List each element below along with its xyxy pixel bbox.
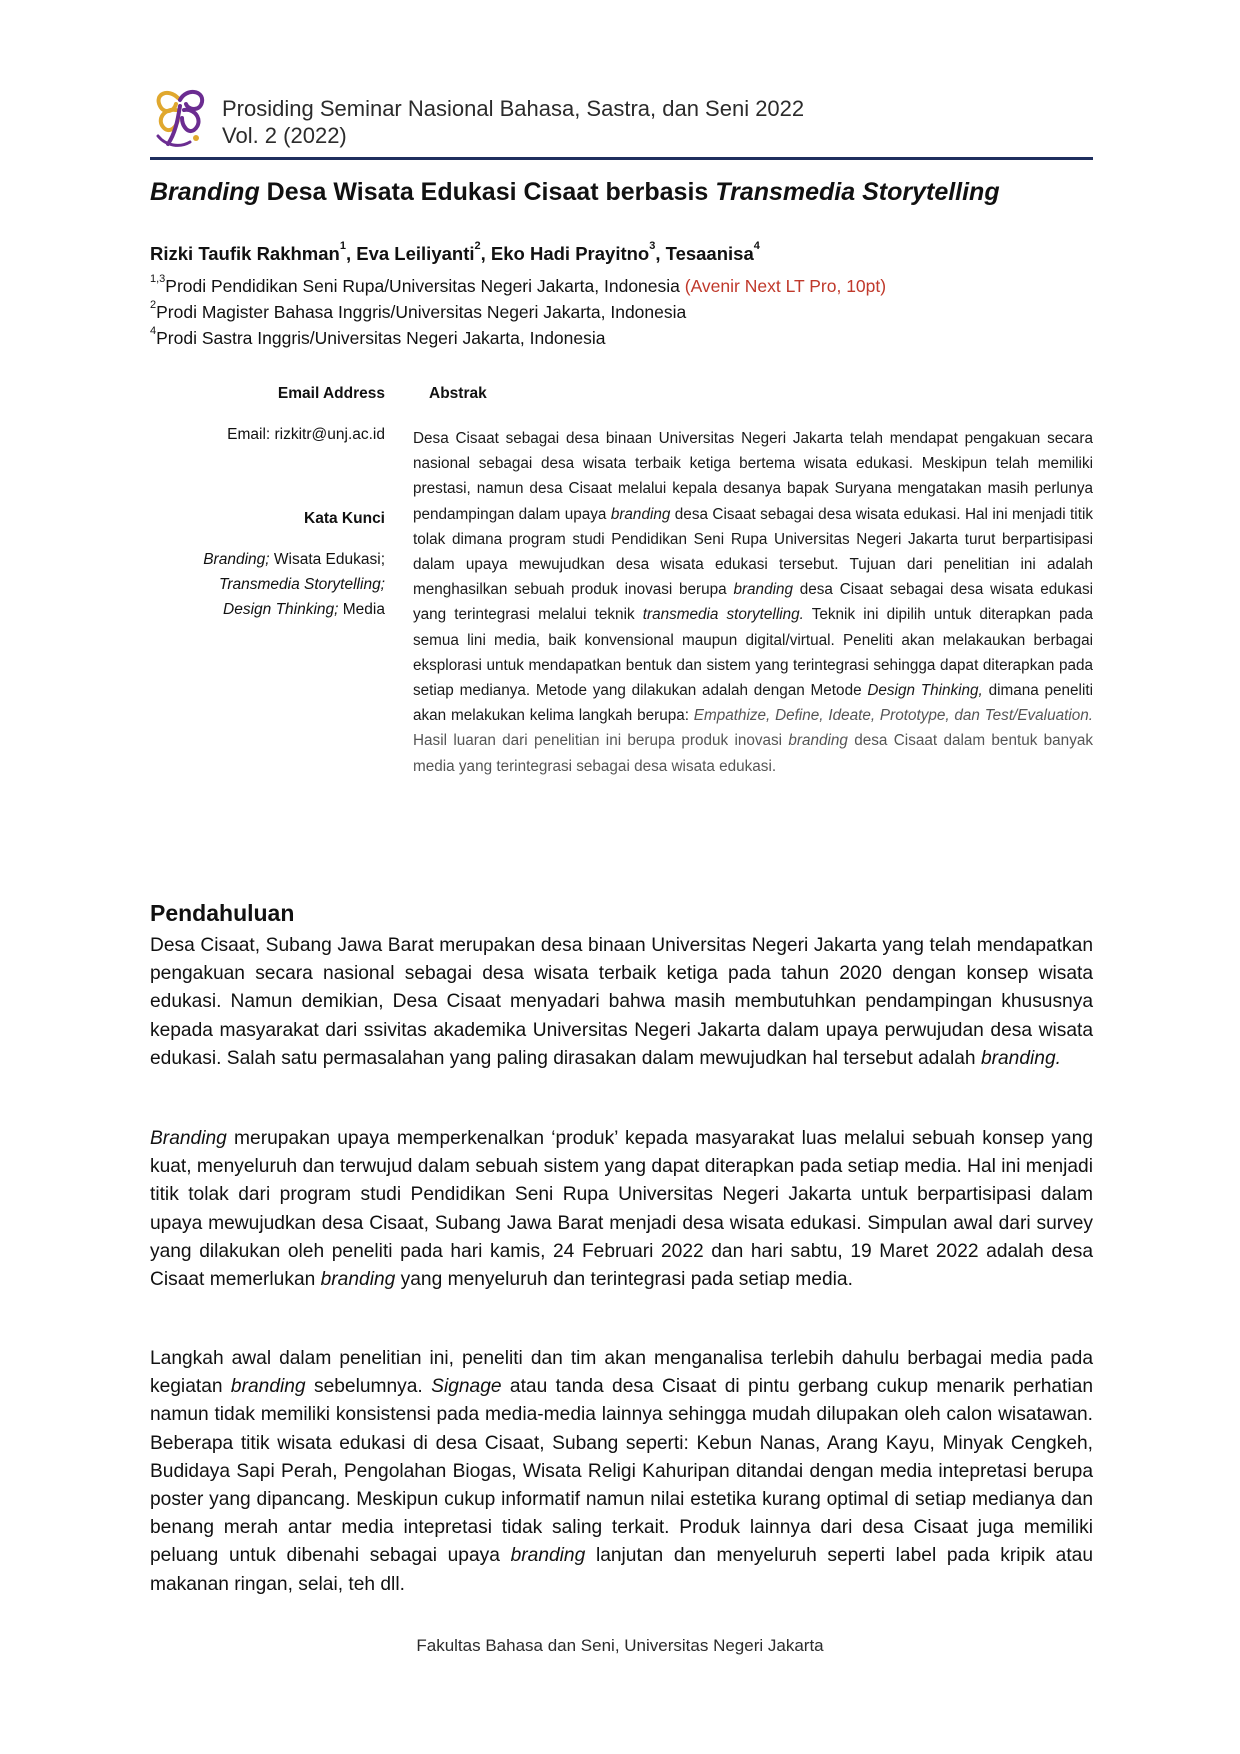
journal-volume: Vol. 2 (2022) bbox=[222, 123, 347, 148]
keywords-heading: Kata Kunci bbox=[304, 510, 385, 527]
affiliation: $^2$Prodi Magister Bahasa Inggris/Universitas Negeri Jakarta, Indonesia bbox=[150, 299, 687, 322]
page-footer: Fakultas Bahasa dan Seni, Universitas Negeri Jakarta bbox=[416, 1636, 824, 1655]
section-heading: Pendahuluan bbox=[150, 900, 295, 926]
paragraph: Langkah awal dalam penelitian ini, peneliti dan tim akan menganalisa terlebih dahulu berbagai media pada kegiatan branding sebelumnya. Signage atau tanda desa Cisaat di pintu gerbang cukup menarik perhatian namun tidak memiliki konsistensi pada media-media lainnya sehingga mudah dilupakan oleh calon wisatawan. Beberapa titik wisata edukasi di desa Cisaat, Subang seperti: Kebun Nanas, Arang Kayu, Minyak Cengkeh, Budidaya Sapi Perah, Pengolahan Biogas, Wisata Religi Kahuripan ditandai dengan media intepretasi berupa poster yang dipancang. Meskipun cukup informatif namun nilai estetika kurang optimal di setiap medianya dan benang merah antar media intepretasi tidak saling terkait. Produk lainnya dari desa Cisaat juga memiliki peluang untuk dibenahi sebagai upaya branding lanjutan dan menyeluruh seperti label pada kripik atau makanan ringan, selai, teh dll. bbox=[150, 1348, 1093, 1595]
paragraph: Desa Cisaat, Subang Jawa Barat merupakan desa binaan Universitas Negeri Jakarta yang telah mendapatkan pengakuan secara nasional sebagai desa wisata terbaik ketiga pada tahun 2020 dengan konsep wisata edukasi. Namun demikian, Desa Cisaat menyadari bahwa masih membutuhkan pendampingan khususnya kepada masyarakat dari ssivitas akademika Universitas Negeri Jakarta dalam upaya perwujudan desa wisata edukasi. Salah satu permasalahan yang paling dirasakan dalam mewujudkan hal tersebut adalah branding. bbox=[150, 935, 1093, 1069]
font-note: (Avenir Next LT Pro, 10pt) bbox=[679, 276, 887, 296]
paragraph: Branding merupakan upaya memperkenalkan ‘produk’ kepada masyarakat luas melalui sebuah konsep yang kuat, menyeluruh dan terwujud dalam sebuah sistem yang dapat diterapkan pada setiap media. Hal ini menjadi titik tolak dari program studi Pendidikan Seni Rupa Universitas Negeri Jakarta untuk berpartisipasi dalam upaya mewujudkan desa Cisaat, Subang Jawa Barat menjadi desa wisata edukasi. Simpulan awal dari survey yang dilakukan oleh peneliti pada hari kamis, 24 Februari 2022 dan hari sabtu, 19 Maret 2022 adalah desa Cisaat memerlukan branding yang menyeluruh dan terintegrasi pada setiap media. bbox=[150, 1128, 1093, 1291]
keyword-line: Design Thinking; Media bbox=[223, 601, 385, 618]
keyword-line: Transmedia Storytelling; bbox=[219, 576, 385, 593]
author-list: Rizki Taufik Rakhman$^1$, Eva Leiliyanti$^2$, Eko Hadi Prayitno$^3$, Tesaanisa$^4$ bbox=[150, 240, 760, 264]
author-name: Eko Hadi Prayitno bbox=[490, 243, 650, 264]
paper-title: Branding Desa Wisata Edukasi Cisaat berbasis Transmedia Storytelling bbox=[150, 178, 1000, 206]
email-heading: Email Address bbox=[277, 385, 385, 402]
abstract-text: Desa Cisaat sebagai desa binaan Universitas Negeri Jakarta telah mendapat pengakuan secara nasional sebagai desa wisata terbaik ketiga bertema wisata edukasi. Meskipun telah memiliki prestasi, namun desa Cisaat melalui kepala desanya bapak Suryana mengatakan masih perlunya pendampingan dalam upaya branding desa Cisaat sebagai desa wisata edukasi. Hal ini menjadi titik tolak dimana program studi Pendidikan Seni Rupa Universitas Negeri Jakarta turut berpartisipasi dalam upaya mewujudkan desa wisata edukasi tersebut. Tujuan dari penelitian ini adalah menghasilkan sebuah produk inovasi berupa branding desa Cisaat sebagai desa wisata edukasi yang terintegrasi melalui teknik transmedia storytelling. Teknik ini dipilih untuk diterapkan pada semua lini media, baik konvensional maupun digital/virtual. Peneliti akan melakaukan berbagai eksplorasi untuk mendapatkan bentuk dan sistem yang terintegrasi sehingga dapat diterapkan pada setiap medianya. Metode yang dilakukan adalah dengan Metode Design Thinking, dimana peneliti akan melakukan kelima langkah berupa: Empathize, Define, Ideate, Prototype, dan Test/Evaluation. Hasil luaran dari penelitian ini berupa produk inovasi branding desa Cisaat dalam bentuk banyak media yang terintegrasi sebagai desa wisata edukasi. bbox=[413, 430, 1093, 775]
affiliation: $^4$Prodi Sastra Inggris/Universitas Negeri Jakarta, Indonesia bbox=[150, 325, 606, 348]
keyword-line: Branding; Wisata Edukasi; bbox=[203, 551, 385, 568]
author-name: Rizki Taufik Rakhman bbox=[150, 243, 340, 264]
butterfly-logo-icon bbox=[150, 88, 210, 150]
abstract-heading: Abstrak bbox=[429, 385, 487, 402]
author-name: Eva Leiliyanti bbox=[356, 243, 475, 264]
author-name: Tesaanisa bbox=[665, 243, 754, 264]
email-address: Email: rizkitr@unj.ac.id bbox=[227, 426, 385, 443]
header-rule bbox=[150, 157, 1093, 160]
affiliation: $^{1,3}$Prodi Pendidikan Seni Rupa/Universitas Negeri Jakarta, Indonesia (Avenir Next LT Pro, 10pt) bbox=[150, 273, 887, 296]
journal-title: Prosiding Seminar Nasional Bahasa, Sastra, dan Seni 2022 bbox=[222, 96, 805, 121]
